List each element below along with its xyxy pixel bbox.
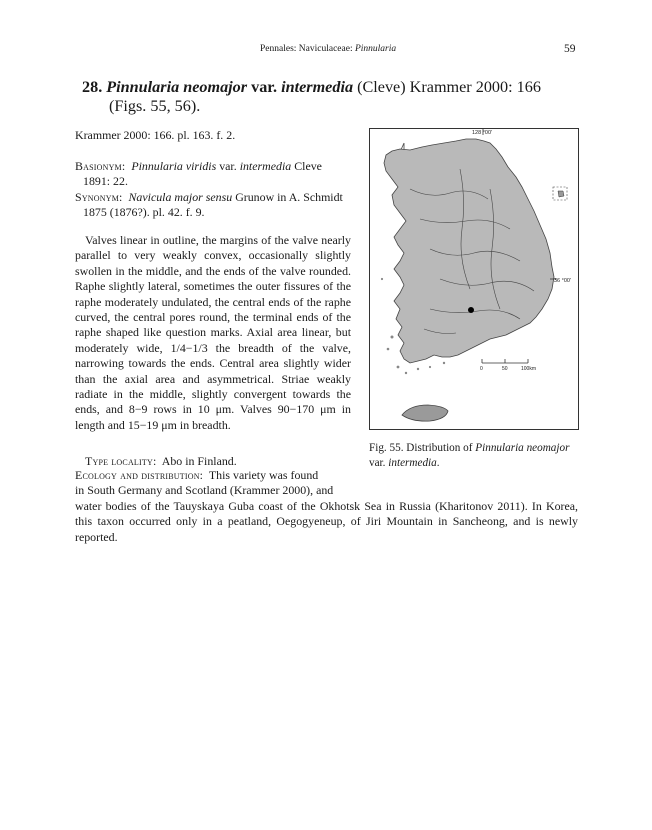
- latitude-label: 36 °00': [554, 278, 572, 284]
- reference: Krammer 2000: 166. pl. 163. f. 2.: [75, 128, 236, 142]
- taxon-number: 28.: [82, 78, 103, 96]
- running-head-title: Pennales: Naviculaceae: Pinnularia: [260, 44, 397, 54]
- page-number: 59: [564, 43, 576, 55]
- svg-text:100km: 100km: [521, 366, 537, 372]
- occurrence-dot: [468, 307, 474, 313]
- svg-text:0: 0: [480, 366, 483, 372]
- ecology-continuation: water bodies of the Tauyskaya Guba coast of the Okhotsk Sea in Russia (Kharitonov 2011). In Korea, this taxon occurred only in a peatland, Oegogyeneup, of Jiri Mountain in Sancheong, and is newly reported.: [75, 499, 578, 544]
- taxon-rank: var.: [251, 78, 278, 96]
- description-text: Valves linear in outline, the margins of the valve nearly parallel to very weakly convex, occasionally slightly swollen in the middle, and the ends of the valve rounded. Raphe slightly lateral, sometimes the outer fissures of the raphe moderately undulated, the central ends of the raphe curved, the central pores round, the terminal ends of the raphe shaped like question marks. Axial area linear, but moderately wide, 1/4−1/3 the breadth of the valve, narrowing towards the ends. Central area slightly wider than the axial area and asymmetrical. Striae weakly radiate in the middle, slightly convergent towards the ends, and 8−9 rows in 10 μm. Valves 90−170 μm in length and 15−19 μm in breadth.: [75, 233, 351, 432]
- running-head: [0, 44, 652, 58]
- basionym: Basionym: Pinnularia viridis var. intermedia Cleve 1891: 22.: [75, 159, 322, 189]
- longitude-label: 128 °00': [472, 130, 493, 136]
- nomenclature-block: [75, 159, 351, 221]
- land-mass: [384, 139, 554, 363]
- description: [75, 233, 351, 433]
- distribution-map: [369, 128, 579, 430]
- synonym-label: Synonym:: [75, 189, 123, 204]
- taxon-heading: [82, 78, 552, 116]
- basionym-label: Basionym:: [75, 159, 126, 173]
- ecology-label: Ecology and distribution:: [75, 468, 204, 482]
- type-locality-label: Type locality:: [85, 454, 157, 468]
- taxon-variety: intermedia: [281, 78, 354, 96]
- ecology-lines: Ecology and distribution: This variety was found in South Germany and Scotland (Krammer 2000), and: [75, 468, 334, 498]
- synonym: Synonym: Navicula major sensu Grunow in A. Schmidt 1875 (1876?). pl. 42. f. 9.: [75, 189, 343, 220]
- figure-caption: Fig. 55. Distribution of Pinnularia neomajor var. intermedia.: [369, 442, 570, 469]
- taxon-authority: (Cleve) Krammer 2000: 166: [357, 78, 541, 96]
- jeju-island: [402, 405, 448, 421]
- taxon-figs: (Figs. 55, 56).: [109, 97, 201, 115]
- taxon-name: Pinnularia neomajor: [106, 78, 248, 96]
- scale-bar: [480, 359, 536, 372]
- svg-text:50: 50: [502, 366, 508, 372]
- type-locality-value: Abo in Finland.: [161, 454, 237, 468]
